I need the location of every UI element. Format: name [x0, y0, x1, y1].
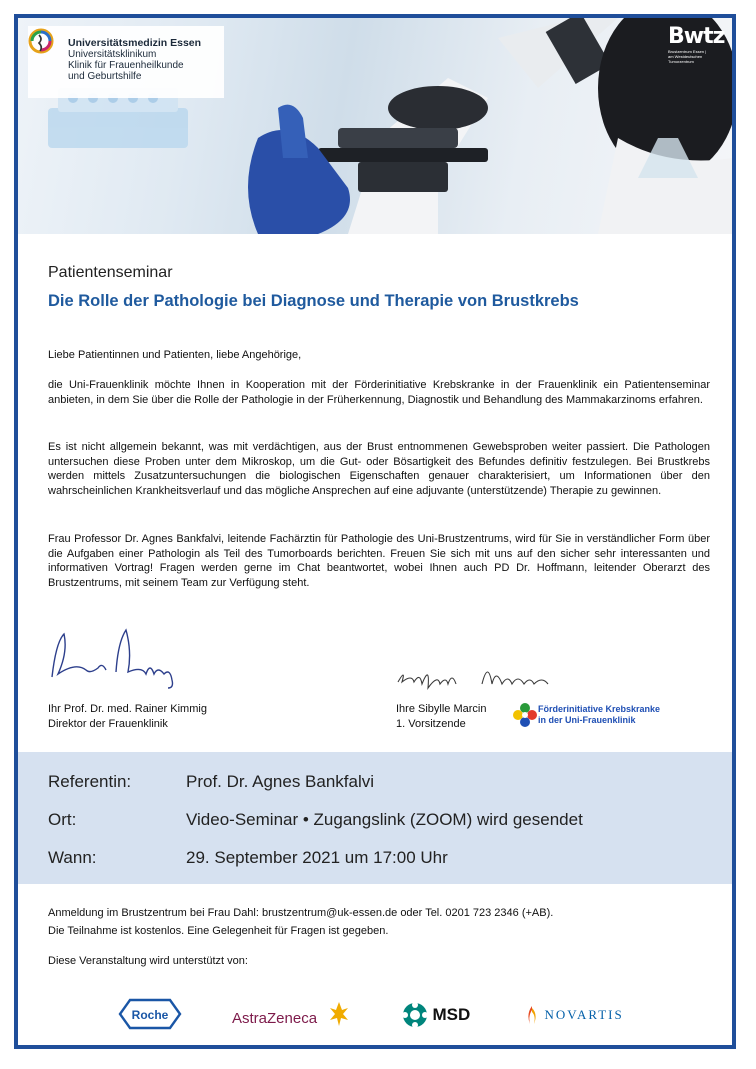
- signer-left-role: Direktor der Frauenklinik: [48, 718, 168, 730]
- place-value: Video-Seminar • Zugangslink (ZOOM) wird gesendet: [186, 810, 583, 829]
- hero-image: [18, 18, 732, 234]
- detail-place: [48, 810, 583, 830]
- astrazeneca-logo: [232, 1000, 317, 1030]
- astrazeneca-symbol-icon: [328, 1000, 350, 1028]
- foerder-flower-icon: [512, 702, 538, 728]
- bwtz-sub-1: Brustzentrum Essen |: [668, 49, 707, 54]
- logo-line-4: und Geburtshilfe: [68, 71, 142, 82]
- msd-text: MSD: [432, 1005, 471, 1024]
- paragraph-2: Es ist nicht allgemein bekannt, was mit verdächtigen, aus der Brust entnommenen Gewebsproben weiter passiert. Die Pathologen untersuchen diese Proben unter dem Mikroskop, um die Gut- oder Bösartigkeit des Befundes definitiv festzulegen. Bei Brustkrebs werden mittels Zusatzuntersuchungen die biologischen Eigenschaften genauer charakterisiert, um Informationen über den wahrscheinlichen Krankheitsverlauf und das mögliche Ansprechen auf eine adjuvante (unterstützende) Therapie zu gewinnen.: [48, 441, 710, 497]
- signature-kimmig: [46, 622, 186, 692]
- event-kicker: Patientenseminar: [48, 264, 173, 281]
- event-details: [18, 752, 732, 884]
- foerderinitiative-logo: [512, 702, 702, 728]
- signer-right: [396, 702, 486, 732]
- bwtz-mark: Bwtz: [668, 24, 725, 49]
- detail-speaker: [48, 772, 374, 792]
- novartis-logo: [524, 1004, 624, 1026]
- paragraph-1: die Uni-Frauenklinik möchte Ihnen in Kooperation mit der Förderinitiative Krebskranke in der Frauenklinik ein Patientenseminar anbieten, in dem Sie über die Rolle der Pathologie in der Früherkennung, Diagnostik und Behandlung des Mammakarzinoms erfahren.: [48, 379, 710, 406]
- novartis-flame-icon: [524, 1004, 540, 1026]
- when-value: 29. September 2021 um 17:00 Uhr: [186, 848, 448, 867]
- registration-info: Anmeldung im Brustzentrum bei Frau Dahl: brustzentrum@uk-essen.de oder Tel. 0201 723 2346 (+AB).: [48, 907, 554, 919]
- foerder-line-2: in der Uni-Frauenklinik: [538, 715, 636, 725]
- roche-text: Roche: [131, 1008, 169, 1022]
- bwtz-sub-2: am Westdeutschen Tumorzentrum: [668, 54, 703, 64]
- place-label: Ort:: [48, 810, 77, 829]
- uk-essen-emblem-icon: [28, 26, 54, 56]
- bwtz-logo: [668, 24, 726, 68]
- logo-line-2: Universitätsklinikum: [68, 49, 157, 60]
- page-title: Die Rolle der Pathologie bei Diagnose und Therapie von Brustkrebs: [48, 292, 579, 310]
- roche-logo: [118, 998, 182, 1030]
- speaker-label: Referentin:: [48, 772, 132, 791]
- flyer-frame: [14, 14, 736, 1049]
- msd-symbol-icon: [402, 1002, 428, 1028]
- msd-logo: [402, 1002, 470, 1028]
- astrazeneca-text: AstraZeneca: [232, 1010, 318, 1027]
- novartis-text: NOVARTIS: [544, 1007, 624, 1022]
- signature-marcin: [392, 654, 582, 694]
- speaker-value: Prof. Dr. Agnes Bankfalvi: [186, 772, 375, 791]
- signer-left: [48, 702, 207, 732]
- free-info: Die Teilnahme ist kostenlos. Eine Gelegenheit für Fragen ist gegeben.: [48, 925, 389, 937]
- signer-right-role: 1. Vorsitzende: [396, 718, 466, 730]
- when-label: Wann:: [48, 848, 97, 867]
- detail-when: [48, 848, 448, 868]
- logo-line-3: Klinik für Frauenheilkunde: [68, 60, 184, 71]
- foerder-line-1: Förderinitiative Krebskranke: [538, 704, 661, 714]
- logo-title: Universitätsmedizin Essen: [68, 37, 202, 49]
- paragraph-3: Frau Professor Dr. Agnes Bankfalvi, leitende Fachärztin für Pathologie des Uni-Brustzentrums, wird für Sie in verständlicher Form über die Aufgaben einer Pathologin als Teil des Tumorboards berichten. Freuen Sie sich mit uns auf den sicher sehr interessanten und informativen Vortrag! Fragen werden gerne im Chat beantwortet, wobei Ihnen auch PD Dr. Hoffmann, leitender Oberarzt des Brustzentrums, mit seinem Team zur Verfügung steht.: [48, 533, 710, 589]
- supported-by: Diese Veranstaltung wird unterstützt von:: [48, 955, 248, 967]
- signer-right-name: Ihre Sibylle Marcin: [396, 703, 487, 715]
- signer-left-name: Ihr Prof. Dr. med. Rainer Kimmig: [48, 703, 207, 715]
- uk-essen-logo: [28, 26, 224, 98]
- greeting: Liebe Patientinnen und Patienten, liebe Angehörige,: [48, 349, 302, 361]
- sponsor-logos: [18, 994, 732, 1044]
